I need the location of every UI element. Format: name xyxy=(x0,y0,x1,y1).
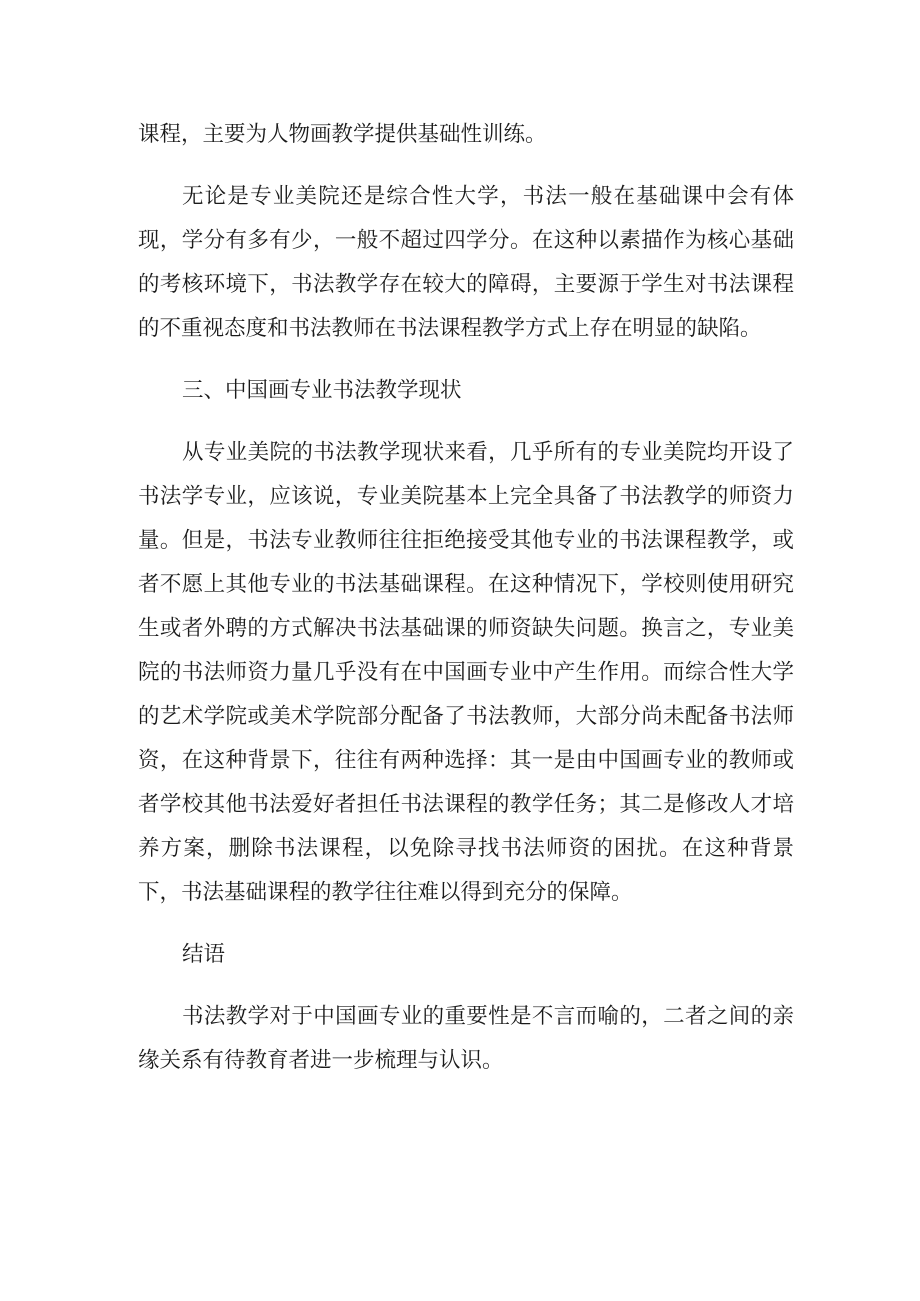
paragraph-body: 无论是专业美院还是综合性大学，书法一般在基础课中会有体现，学分有多有少，一般不超过四学分。在这种以素描作为核心基础的考核环境下，书法教学存在较大的障碍，主要源于学生对书法课程的不重视态度和书法教师在书法课程教学方式上存在明显的缺陷。 xyxy=(138,184,794,341)
document-page xyxy=(138,113,794,1083)
paragraph-gap xyxy=(138,157,794,175)
paragraph-gap xyxy=(138,977,794,995)
paragraph-continuation: 课程，主要为人物画教学提供基础性训练。 xyxy=(138,122,547,147)
paragraph-body: 书法教学对于中国画专业的重要性是不言而喻的，二者之间的亲缘关系有待教育者进一步梳理与认识。 xyxy=(138,1004,794,1073)
section-heading: 三、中国画专业书法教学现状 xyxy=(182,378,462,403)
paragraph-gap xyxy=(138,915,794,933)
section-heading: 结语 xyxy=(182,942,226,967)
paragraph-gap xyxy=(138,413,794,431)
paragraph-gap xyxy=(138,351,794,369)
paragraph-body: 从专业美院的书法教学现状来看，几乎所有的专业美院均开设了书法学专业，应该说，专业美院基本上完全具备了书法教学的师资力量。但是，书法专业教师往往拒绝接受其他专业的书法课程教学，或者不愿上其他专业的书法基础课程。在这种情况下，学校则使用研究生或者外聘的方式解决书法基础课的师资缺失问题。换言之，专业美院的书法师资力量几乎没有在中国画专业中产生作用。而综合性大学的艺术学院或美术学院部分配备了书法教师，大部分尚未配备书法师资，在这种背景下，往往有两种选择：其一是由中国画专业的教师或者学校其他书法爱好者担任书法课程的教学任务；其二是修改人才培养方案，删除书法课程，以免除寻找书法师资的困扰。在这种背景下，书法基础课程的教学往往难以得到充分的保障。 xyxy=(138,440,794,905)
